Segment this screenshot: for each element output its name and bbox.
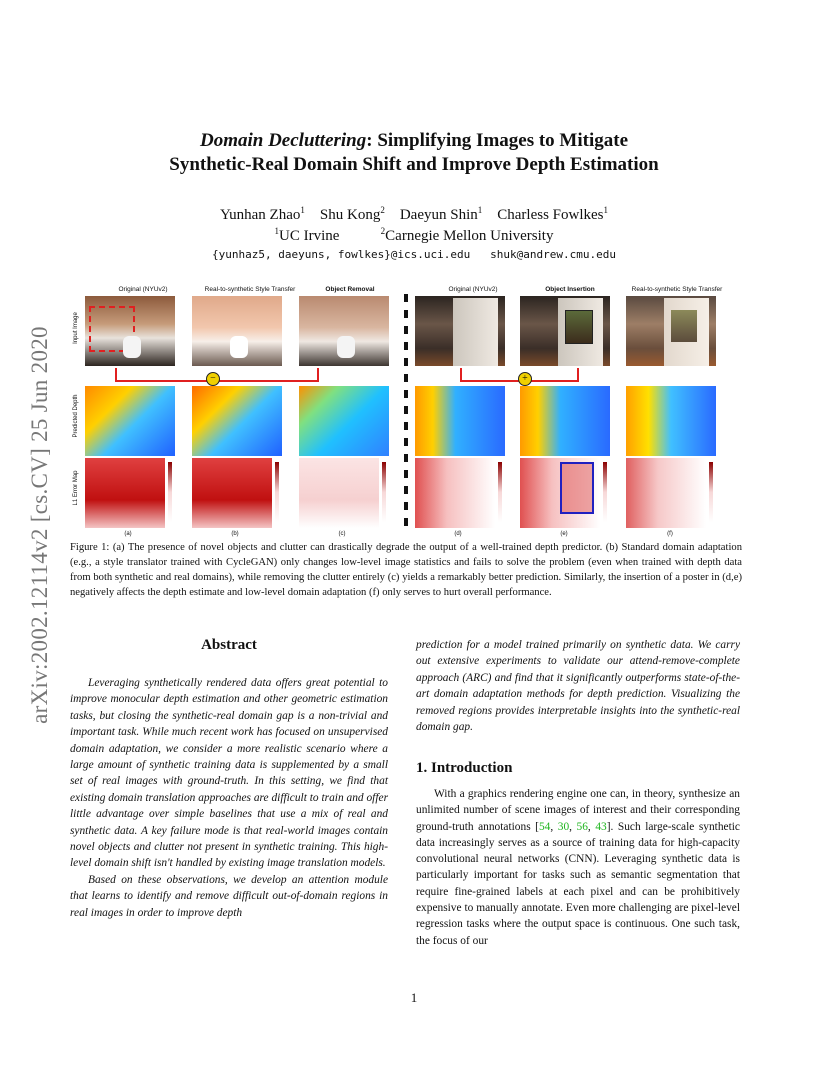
depth-map-d: [415, 386, 505, 456]
abstract-paragraph-2: Based on these observations, we develop an attention module that learns to identify and remove difficult out-of-domain regions in real images in order to improve depth: [70, 873, 388, 919]
paper-title-line1: Domain Decluttering: Simplifying Images to Mitigate: [199, 130, 629, 151]
row-label-depth: Predicted Depth: [73, 394, 79, 438]
intro-body: [416, 786, 740, 949]
citation-link[interactable]: 30: [557, 820, 570, 833]
depth-map-f: [626, 386, 716, 456]
subfig-label-d: (d): [454, 531, 462, 537]
abstract-paragraph-1: Leveraging synthetically rendered data offers great potential to improve monocular depth estimation and other geometric estimation tasks, but closing the synthetic-real domain gap is a non-trivial and important task. While much recent work has focused on unsupervised domain adaptation, we consider a more realistic scenario where a large amount of synthetic training data is supplemented by a small set of real images with ground-truth. In this setting, we find that existing domain translation approaches are difficult to train and offer little advantage over simple baselines that use a mix of real and synthetic data. A key failure mode is that real-world images contain novel objects and clutter not present in synthetic training. This high-level domain shift isn't handled by existing image translation models.: [70, 677, 388, 870]
col-title-d: Original (NYUv2): [448, 286, 498, 293]
abstract-continued: prediction for a model trained primarily on synthetic data. We carry out extensive experiments to validate our attend-remove-complete approach (ARC) and find that it significantly outperforms state-of-the-art domain adaptation methods for depth prediction. Visualizing the removed regions provides interpretable insights into the synthetic-real domain gap.: [416, 639, 740, 734]
abstract-body: [70, 675, 388, 921]
depth-map-e: [520, 386, 610, 456]
error-scale-d: [498, 462, 502, 522]
toilet-shape: [337, 336, 355, 358]
col-title-e: Object Insertion: [545, 286, 595, 293]
col-title-c: Object Removal: [325, 286, 375, 293]
figure-divider: [404, 294, 408, 529]
figure-1: [70, 286, 742, 541]
subfig-label-f: (f): [667, 531, 673, 537]
plus-operator: +: [518, 372, 532, 386]
intro-paragraph-1: With a graphics rendering engine one can, in theory, synthesize an unlimited number of scene images of interest and their corresponding ground-truth annotations [54, 30, 56, 43]. Such large-scale synthetic data increasingly serves as a source of training data for high-capacity convolutional neural networks (CNN). Leveraging synthetic data is particularly important for tasks such as semantic segmentation that require fine-grained labels at each pixel and can be prohibitively expensive to manually annotate. Even more challenging are pixel-level regression tasks where the output space is continuous. One such task, the focus of our: [416, 788, 740, 947]
toilet-shape: [123, 336, 141, 358]
input-image-c: [299, 296, 389, 366]
affiliations: $^1$UC Irvine $^2$Carnegie Mellon University: [274, 226, 554, 244]
subfig-label-a: (a): [124, 531, 132, 537]
error-map-e: [520, 458, 600, 528]
inserted-poster: [671, 310, 697, 342]
poster-error-box: [560, 462, 594, 514]
error-map-c: [299, 458, 379, 528]
error-scale-f: [709, 462, 713, 522]
citation-link[interactable]: 56: [576, 820, 588, 833]
error-scale-a: [168, 462, 172, 522]
page-number: 1: [410, 990, 418, 1005]
depth-map-c: [299, 386, 389, 456]
input-image-b: [192, 296, 282, 366]
minus-operator: −: [206, 372, 220, 386]
arxiv-sidebar: arXiv:2002.12114v2 [cs.CV] 25 Jun 2020: [27, 326, 52, 724]
subfig-label-c: (c): [338, 531, 346, 537]
toilet-shape: [230, 336, 248, 358]
error-map-f: [626, 458, 706, 528]
figure-caption: Figure 1: (a) The presence of novel objects and clutter can drastically degrade the output of a well-trained depth predictor. (b) Standard domain adaptation (e.g., a style translator trained with CycleGAN) only changes low-level image statistics and fails to solve the problem (even when trained with depth data from both synthetic and real domains), while removing the clutter entirely (c) yields a remarkably better prediction. Similarly, the insertion of a poster in (d,e) negatively affects the depth estimate and low-level domain adaptation (f) only serves to hurt overall performance.: [70, 542, 742, 598]
error-map-b: [192, 458, 272, 528]
error-scale-e: [603, 462, 607, 522]
citation-link[interactable]: 43: [595, 820, 607, 833]
intro-heading: 1. Introduction: [416, 760, 513, 776]
row-label-error: L1 Error Map: [73, 470, 79, 506]
col-title-f: Real-to-synthetic Style Transfer: [631, 286, 723, 293]
input-image-a: [85, 296, 175, 366]
error-scale-b: [275, 462, 279, 522]
row-label-input: Input Image: [73, 312, 79, 344]
inserted-poster: [565, 310, 593, 344]
depth-map-a: [85, 386, 175, 456]
error-scale-c: [382, 462, 386, 522]
paper-title-line2: Synthetic-Real Domain Shift and Improve Depth Estimation: [169, 154, 659, 175]
wall-panel: [453, 298, 498, 366]
error-map-a: [85, 458, 165, 528]
abstract-heading: Abstract: [201, 637, 257, 653]
col-title-b: Real-to-synthetic Style Transfer: [204, 286, 296, 293]
author-list: Yunhan Zhao$^1$ Shu Kong$^2$ Daeyun Shin$^1$ Charless Fowlkes$^1$: [219, 205, 608, 223]
author-emails: {yunhaz5, daeyuns, fowlkes}@ics.uci.edu shuk@andrew.cmu.edu: [212, 248, 616, 261]
input-image-d: [415, 296, 505, 366]
input-image-e: [520, 296, 610, 366]
col-title-a: Original (NYUv2): [118, 286, 168, 293]
depth-map-b: [192, 386, 282, 456]
subfig-label-b: (b): [231, 531, 239, 537]
input-image-f: [626, 296, 716, 366]
subfig-label-e: (e): [560, 531, 568, 537]
error-map-d: [415, 458, 495, 528]
citation-link[interactable]: 54: [538, 820, 551, 833]
